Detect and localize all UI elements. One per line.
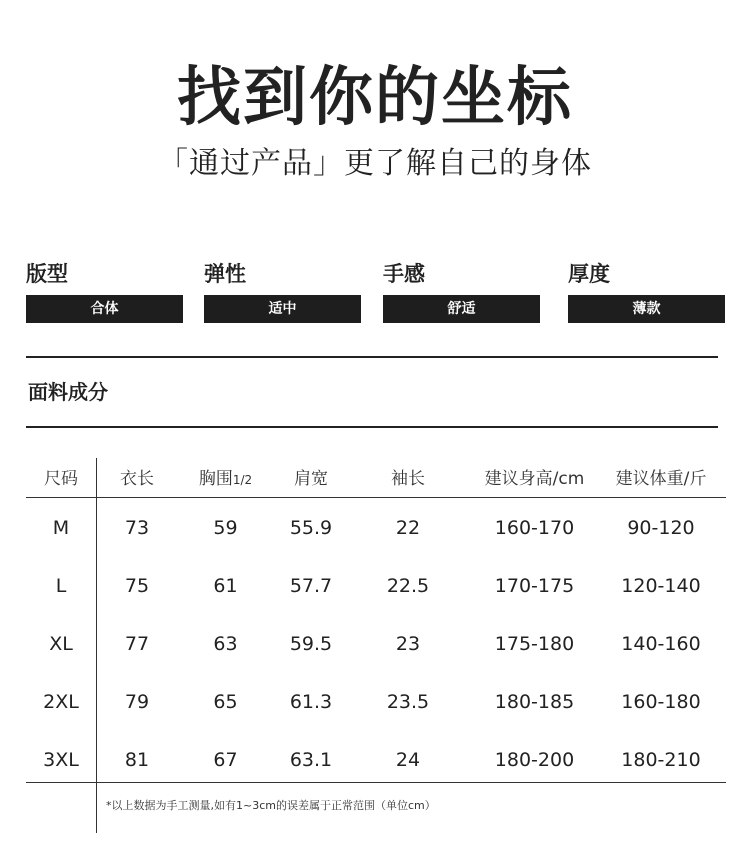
table-cell: 90-120	[627, 517, 695, 539]
attribute-value-badge: 合体	[26, 295, 183, 323]
table-cell: 77	[124, 633, 150, 655]
table-cell: 59	[213, 517, 238, 539]
table-cell: 63.1	[289, 749, 333, 771]
table-cell: 180-185	[494, 691, 575, 713]
table-cell: 160-180	[621, 691, 701, 713]
table-bottom-divider	[26, 782, 726, 783]
table-cell: 59.5	[289, 633, 333, 655]
page-title: 找到你的坐标	[177, 61, 573, 135]
table-cell: 24	[395, 749, 421, 771]
attribute-label: 版型	[26, 262, 68, 286]
table-header-cell: 建议体重/斤	[615, 469, 707, 489]
table-cell: 140-160	[621, 633, 701, 655]
table-cell: 22	[395, 517, 421, 539]
attribute-label: 厚度	[568, 262, 610, 286]
table-cell: 61	[213, 575, 238, 597]
attribute-label: 手感	[383, 262, 425, 286]
measurement-footnote: *以上数据为手工测量,如有1~3cm的误差属于正常范围（单位cm）	[106, 799, 436, 812]
attribute-label: 弹性	[204, 262, 246, 286]
table-cell: 63	[213, 633, 238, 655]
table-cell: 3XL	[43, 749, 79, 771]
table-header-cell: 袖长	[391, 469, 425, 489]
table-cell: 22.5	[386, 575, 430, 597]
table-cell: 61.3	[289, 691, 333, 713]
table-header-cell: 衣长	[120, 469, 154, 489]
table-cell: 79	[124, 691, 150, 713]
table-cell: XL	[49, 633, 73, 655]
table-cell: 2XL	[43, 691, 79, 713]
table-cell: 180-210	[621, 749, 701, 771]
table-cell: 65	[213, 691, 238, 713]
table-cell: 23	[395, 633, 421, 655]
table-cell: 55.9	[289, 517, 333, 539]
table-cell: 160-170	[494, 517, 575, 539]
attribute-value-badge: 薄款	[568, 295, 725, 323]
table-cell: 120-140	[621, 575, 701, 597]
attribute-value-badge: 舒适	[383, 295, 540, 323]
table-header-cell: 尺码	[44, 469, 78, 489]
table-header-cell: 建议身高/cm	[484, 469, 585, 489]
table-cell: 75	[124, 575, 150, 597]
table-cell: 67	[213, 749, 238, 771]
table-cell: 23.5	[386, 691, 430, 713]
table-cell: 180-200	[494, 749, 575, 771]
table-header-cell: 胸围1/2	[198, 469, 253, 489]
table-header-cell: 肩宽	[294, 469, 328, 489]
fabric-composition-heading: 面料成分	[28, 380, 108, 404]
table-cell: 73	[124, 517, 150, 539]
table-cell: 175-180	[494, 633, 575, 655]
table-cell: L	[55, 575, 67, 597]
table-cell: M	[52, 517, 70, 539]
page-subtitle: 「通过产品」更了解自己的身体	[158, 146, 592, 181]
attribute-value-badge: 适中	[204, 295, 361, 323]
table-cell: 170-175	[494, 575, 575, 597]
table-cell: 81	[124, 749, 150, 771]
table-cell: 57.7	[289, 575, 333, 597]
table-header-divider	[26, 497, 726, 498]
